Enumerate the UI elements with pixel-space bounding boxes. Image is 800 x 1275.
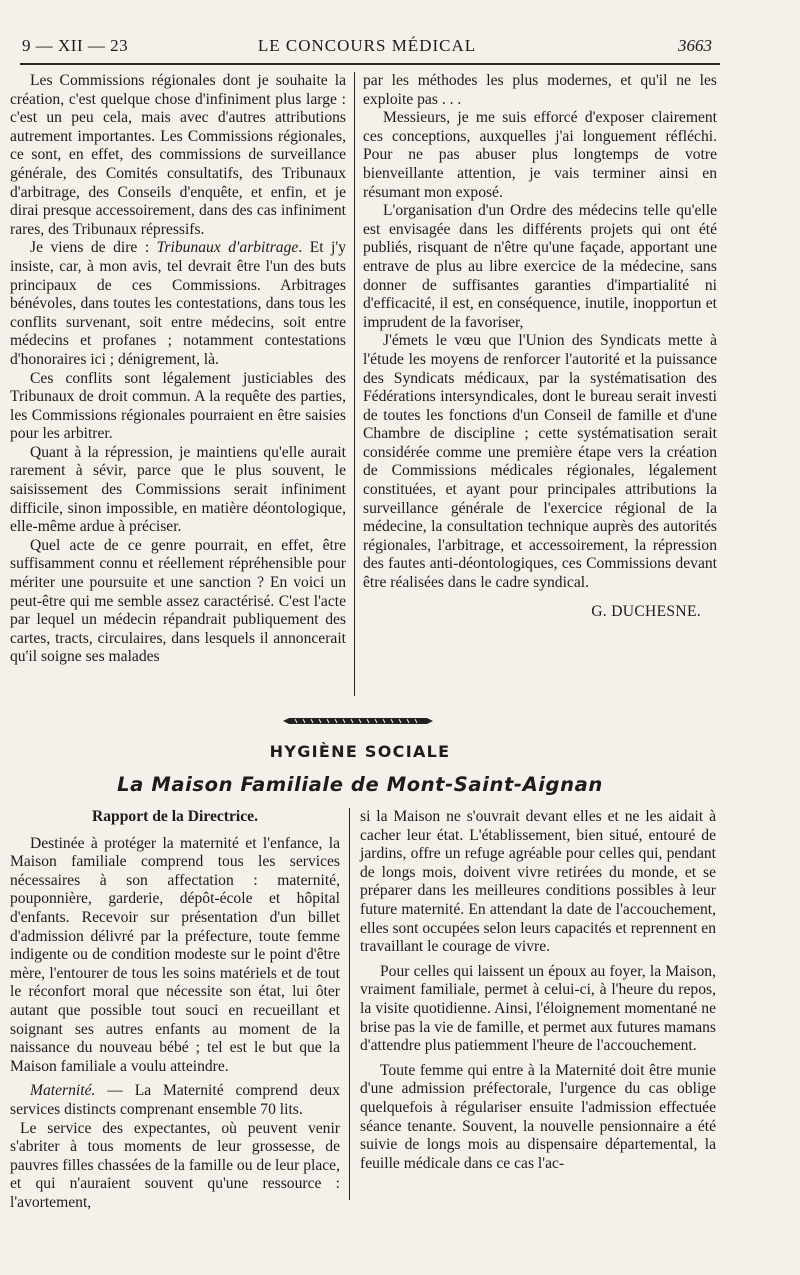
running-head [22, 36, 712, 60]
text-run: Je viens de dire : [30, 239, 157, 257]
text-run: — La Maternité comprend deux services distincts comprenant ensemble 70 lits. [10, 1082, 340, 1118]
column-divider [349, 808, 350, 1200]
journal-title: LE CONCOURS MÉDICAL [257, 36, 477, 55]
report-left-column [10, 808, 340, 1212]
text-run: . Et j'y insiste, car, à mon avis, tel devrait être l'un des buts principaux de ces Commissions. Arbitrages bénévoles, dans toutes les contestations, dans tous les conflits survenant, soit entre médecins, soit entre médecins et profanes ; notamment contestations d'honoraires ici ; dénigrement, là. [10, 239, 346, 368]
signature-surname: UCHESNE. [622, 602, 701, 620]
paragraph: Quel acte de ce genre pourrait, en effet, être suffisamment connu et réellement répréhensible pour mériter une poursuite et une sanction ? En voici un peut-être qui me semble assez caractérisé. C'est l'acte par lequel un médecin répandrait publiquement des cartes, tracts, circulaires, dans lesquels il annoncerait qu'il soigne ses malades [10, 536, 346, 666]
arbitrage-paragraph [10, 239, 346, 369]
paragraph: Ces conflits sont légalement justiciables des Tribunaux de droit commun. A la requête des parties, les Commissions régionales pourraient en être saisies pour les arbitrer. [10, 369, 346, 443]
paragraph: L'organisation d'un Ordre des médecins telle qu'elle est envisagée dans les différents projets qui ont été publiés, risquant de n'être qu'une façade, apportant une entrave de plus au libre exercice de la médecine, sans donner de suffisantes garanties d'impartialité ni d'efficacité, il est, en conséquence, inutile, inopportun et imprudent de la favoriser, [363, 202, 717, 331]
page-number: 3663 [678, 36, 712, 55]
paragraph: par les méthodes les plus modernes, et qu'il ne les exploite pas . . . [363, 72, 717, 108]
paragraph: si la Maison ne s'ouvrait devant elles et ne les aidait à cacher leur état. L'établissement, bien situé, entouré de jardins, offre un refuge agréable pour celles qui, pendant de longs mois, doivent vivre retirées du monde, et se préparer dans les meilleures conditions possibles à leur future maternité. En attendant la date de l'accouchement, elles sont occupées selon leurs capacités et reprennent en travaillant le courage de vivre. [360, 808, 716, 956]
paragraph: Pour celles qui laissent un époux au foyer, la Maison, vraiment familiale, permet à celui-ci, à l'heure du repos, la visite quotidienne. Ainsi, l'éloignement momentané ne brise pas la vie de famille, et permet aux futures mamans d'attendre plus patiemment l'heure de l'accouchement. [360, 962, 716, 1055]
signature-initial: G. D [591, 602, 623, 620]
paragraph: Quant à la répression, je maintiens qu'elle aurait rarement à sévir, parce que le plus souvent, le saisissement des Commissions serait infiniment difficile, sinon impossible, en matière déontologique, elle-même ardue à préciser. [10, 443, 346, 536]
article-title: La Maison Familiale de Mont-Saint-Aignan [117, 773, 603, 796]
paragraph: Les Commissions régionales dont je souhaite la création, c'est quelque chose d'infiniment plus large : c'est un peu cela, mais avec d'autres attributions autrement importantes. Les Commissions régionales, ce sont, en effet, des commissions de surveillance générale, des Comités consultatifs, des Tribunaux d'arbitrage, des Conseils d'enquête, et enfin, et je dirai presque accessoirement, dans des cas infiniment rares, des Tribunaux répressifs. [10, 72, 346, 238]
paragraph: Toute femme qui entre à la Maternité doit être munie d'une admission préfectorale, l'urgence du cas oblige quelquefois à régulariser ensuite l'admission effectuée séance tenante. Souvent, la nouvelle pensionnaire a été suivie de longs mois au dispensaire départemental, la feuille médicale dans ce cas l'ac- [360, 1061, 716, 1172]
top-article-right-column [363, 72, 717, 621]
paragraph: Destinée à protéger la maternité et l'enfance, la Maison familiale comprend tous les services nécessaires à son affectation : maternité, pouponnière, garderie, dépôt-école et hôpital d'enfants. Recevoir sur présentation d'un billet d'admission délivré par la préfecture, toute femme indigente ou de condition modeste sur le point d'être mère, l'entourer de tous les soins matériels et de tout le réconfort moral que nécessite son état, lui ôter autant que possible tout souci en recueillant et soignant ses autres enfants au moment de la naissance du nouveau bébé ; tel est le but que la Maison familiale a voulu atteindre. [10, 834, 340, 1075]
top-article-left-column [10, 72, 346, 667]
issue-date: 9 — XII — 23 [22, 36, 129, 55]
column-divider [354, 72, 355, 696]
maternite-paragraph [10, 1082, 340, 1119]
italic-term: Tribunaux d'arbitrage [156, 239, 299, 257]
paragraph: Messieurs, je me suis efforcé d'exposer clairement ces conceptions, auxquelles j'ai longuement réfléchi. Pour ne pas abuser plus longtemps de votre bienveillante attention, je vais terminer ainsi en résumant mon exposé. [363, 109, 717, 201]
section-ornament [283, 717, 433, 725]
header-rule [20, 63, 720, 65]
report-subheading: Rapport de la Directrice. [92, 808, 258, 825]
paragraph: Le service des expectantes, où peuvent venir s'abriter à tous moments de leur grossesse, de pauvres filles chassées de la famille ou de leur place, et qui n'auraient souvent qu'une ressource : l'avortement, [10, 1119, 340, 1211]
report-right-column [360, 808, 716, 1173]
maternite-label: Maternité. [30, 1082, 96, 1100]
section-heading: HYGIÈNE SOCIALE [269, 742, 451, 761]
paragraph: J'émets le vœu que l'Union des Syndicats mette à l'étude les moyens de renforcer l'autorité et la puissance des Syndicats médicaux, par la systématisation des Fédérations intersyndicales, dont le bureau serait investi de toutes les fonctions d'un Conseil de famille et d'une Chambre de discipline ; cette systématisation serait considérée comme une première étape vers la création de Commissions médicales régionales, légalement constituées, et ayant pour principales attributions la surveillance générale de l'exercice régional de la médecine, la consultation technique auprès des autorités régionales, l'arbitrage, et accessoirement, la répression des fautes anti-déontologiques, ces Commissions devant être réalisées dans le cadre syndical. [363, 332, 717, 592]
author-signature [363, 603, 717, 622]
